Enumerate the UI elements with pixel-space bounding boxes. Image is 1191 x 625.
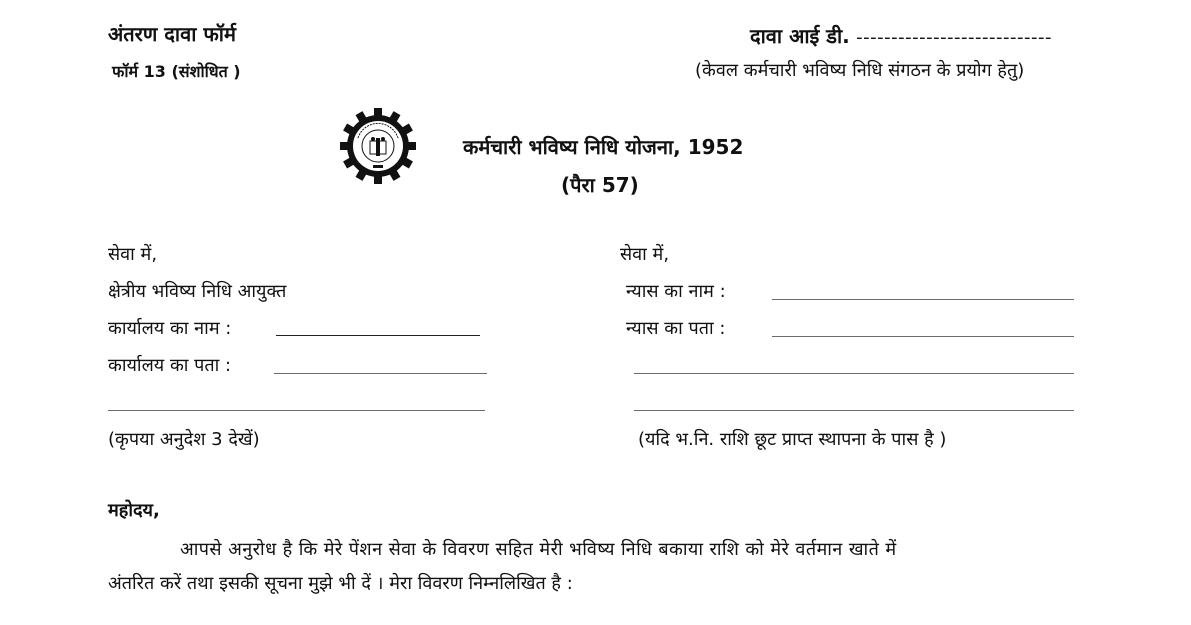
office-address-input[interactable]: [274, 373, 487, 374]
office-name-input[interactable]: [276, 335, 480, 336]
trust-address-line2-input[interactable]: [634, 373, 1074, 374]
scheme-paragraph: (पैरा 57): [561, 173, 639, 197]
trust-address-line3-input[interactable]: [634, 410, 1074, 411]
letter-line-2: अंतरित करें तथा इसकी सूचना मुझे भी दें । मेरा विवरण निम्नलिखित है :: [108, 573, 573, 594]
form-number: फॉर्म 13 (संशोधित ): [112, 62, 241, 81]
trust-name-input[interactable]: [772, 299, 1074, 300]
office-address-line2-input[interactable]: [108, 410, 485, 411]
office-name-label: कार्यालय का नाम :: [108, 318, 232, 339]
office-address-label: कार्यालय का पता :: [108, 355, 232, 376]
epfo-emblem-icon: [340, 108, 416, 184]
right-salutation: सेवा में,: [620, 244, 670, 265]
trust-address-input[interactable]: [772, 336, 1074, 337]
scheme-title: कर्मचारी भविष्य निधि योजना, 1952: [463, 135, 744, 159]
claim-id-blank[interactable]: ----------------------------: [856, 27, 1052, 48]
right-note: (यदि भ.नि. राशि छूट प्राप्त स्थापना के पास है ): [638, 429, 947, 450]
left-salutation: सेवा में,: [108, 244, 158, 265]
claim-id-label: दावा आई डी.: [750, 24, 850, 48]
claim-id-field: [750, 22, 1052, 49]
letter-line-1: आपसे अनुरोध है कि मेरे पेंशन सेवा के विवरण सहित मेरी भविष्य निधि बकाया राशि को मेरे वर्तमान खाते में: [180, 539, 897, 560]
trust-name-label: न्यास का नाम :: [626, 281, 726, 302]
left-note: (कृपया अनुदेश 3 देखें): [108, 429, 260, 450]
trust-address-label: न्यास का पता :: [626, 318, 726, 339]
addressee: क्षेत्रीय भविष्य निधि आयुक्त: [108, 281, 287, 302]
letter-greeting: महोदय,: [108, 500, 160, 521]
office-use-note: (केवल कर्मचारी भविष्य निधि संगठन के प्रयोग हेतु): [695, 60, 1025, 81]
form-title: अंतरण दावा फॉर्म: [108, 22, 236, 46]
